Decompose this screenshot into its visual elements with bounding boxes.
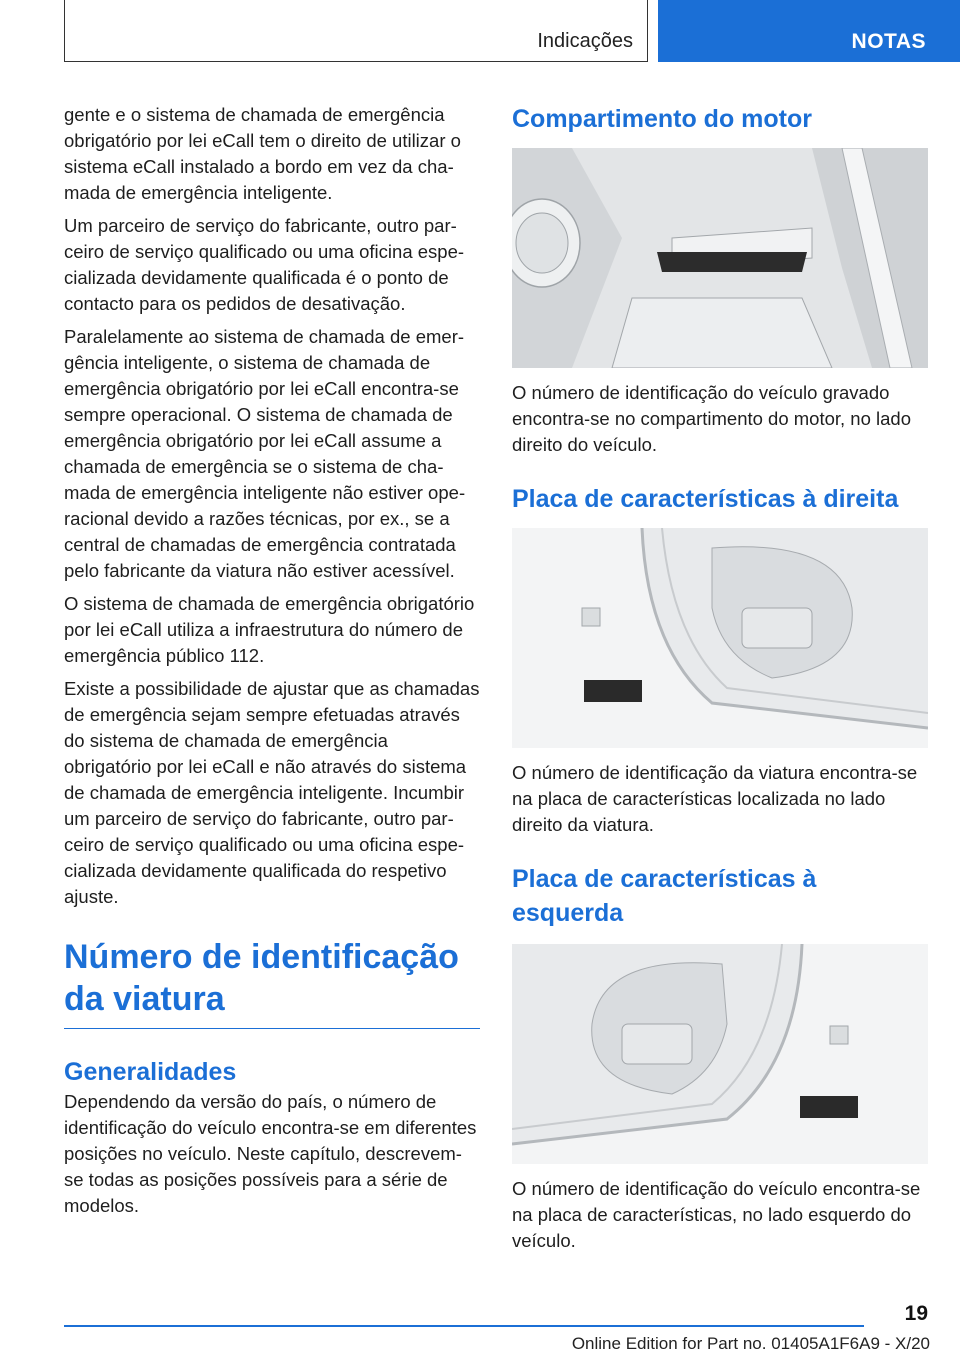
heading-plate-right: Placa de características à direita — [512, 485, 899, 513]
paragraph: gente e o sistema de chamada de emergência obrigatório por lei eCall tem o direito de utilizar o sistema eCall instalado a bordo em vez da chamada de emergência inteligente. — [64, 104, 461, 203]
header-section-title: Indicações — [537, 30, 633, 52]
caption-plate-left: O número de identificação do veículo encontra-se na placa de características, no lado esquerdo do veículo. — [512, 1178, 921, 1251]
plate-left-image — [512, 944, 928, 1164]
heading-engine-compartment: Compartimento do motor — [512, 105, 812, 133]
header-chapter-title: NOTAS — [851, 30, 926, 53]
engine-compartment-image — [512, 148, 928, 368]
paragraph: Dependendo da versão do país, o número de identificação do veículo encontra-se em diferentes posições no veículo. Neste capítulo, descrevem-se todas as posições possíveis para a série de modelos. — [64, 1091, 477, 1216]
plate-right-image — [512, 528, 928, 748]
section-heading-vin: Número de identificação da viatura — [64, 936, 480, 1029]
left-column — [64, 102, 480, 1226]
header-section-box — [64, 0, 648, 62]
right-column — [512, 102, 928, 1261]
heading-plate-left: Placa de características à esquerda — [512, 865, 817, 927]
footer-divider — [64, 1325, 864, 1327]
edition-info: Online Edition for Part no. 01405A1F6A9 - X/20 — [571, 1334, 930, 1353]
caption-engine-compartment: O número de identificação do veículo gravado encontra-se no compartimento do motor, no lado direito do veículo. — [512, 382, 912, 455]
subsection-heading-general: Generalidades — [64, 1058, 237, 1086]
paragraph: O sistema de chamada de emergência obrigatório por lei eCall utiliza a infraestrutura do número de emergência público 112. — [64, 593, 475, 666]
header-chapter-tab — [658, 0, 960, 62]
paragraph: Paralelamente ao sistema de chamada de emergência inteligente, o sistema de chamada de emergência obrigatório por lei eCall encontra-se sempre operacional. O sistema de chamada de emergência obrigatório por lei eCall assume a chamada de emergência se o sistema de chamada de emergência inteligente não estiver operacional devido a razões técnicas, por ex., se a central de chamadas de emergência contratada pelo fabricante da viatura não estiver acessível. — [64, 326, 466, 581]
caption-plate-right: O número de identificação da viatura encontra-se na placa de características localizada no lado direito da viatura. — [512, 762, 918, 835]
paragraph: Existe a possibilidade de ajustar que as chamadas de emergência sejam sempre efetuadas através do sistema de chamada de emergência obrigatório por lei eCall e não através do sistema de chamada de emergência inteligente. Incumbir um parceiro de serviço do fabricante, outro parceiro de serviço qualificado ou uma oficina especializada devidamente qualificada do respetivo ajuste. — [64, 678, 480, 907]
page-number: 19 — [904, 1302, 928, 1325]
paragraph: Um parceiro de serviço do fabricante, outro parceiro de serviço qualificado ou uma oficina especializada devidamente qualificada é o ponto de contacto para os pedidos de desativação. — [64, 215, 465, 314]
